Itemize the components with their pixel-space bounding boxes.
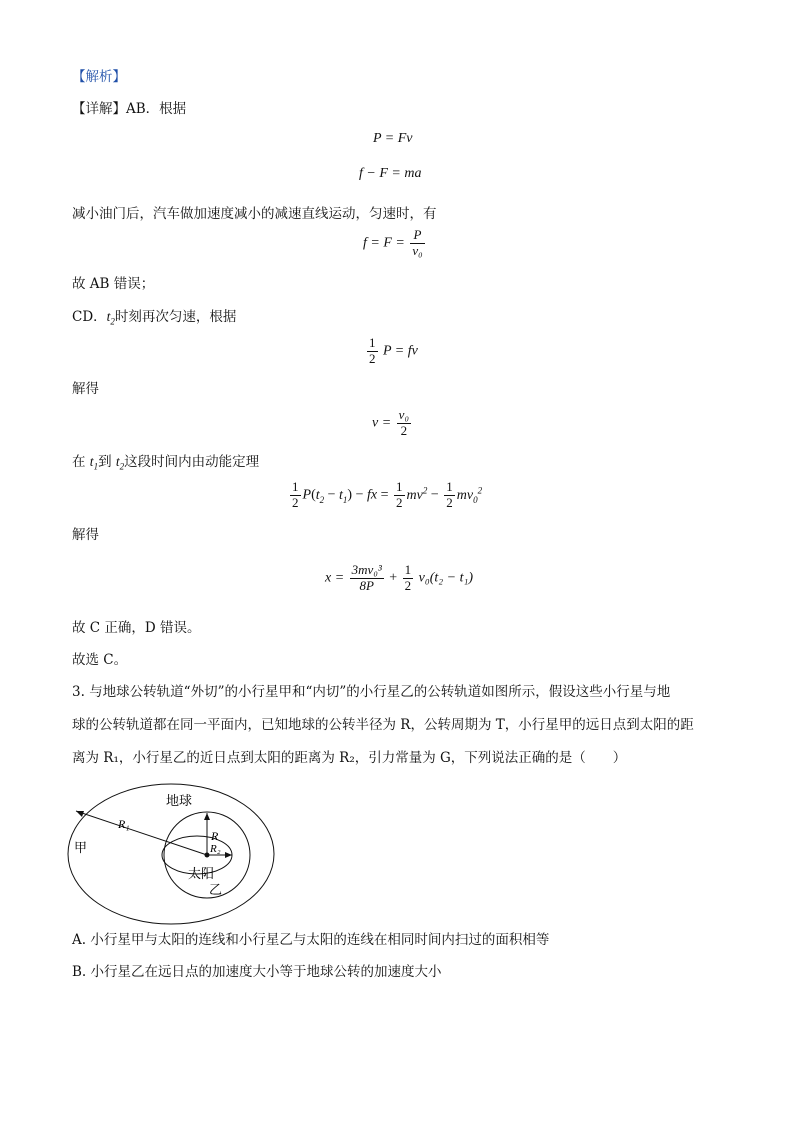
- interval-text-2: 到: [98, 454, 112, 470]
- eq7-denominator: 8P: [359, 577, 374, 593]
- eq5-fraction: [397, 408, 411, 439]
- question-number: 3.: [72, 684, 85, 700]
- orbit-diagram: [66, 778, 286, 926]
- eq6-half-c: $\frac{1}{2}$: [446, 479, 453, 510]
- eq6-half-a: $\frac{1}{2}$: [292, 479, 299, 510]
- conclusion-line: 故 C 正确，D 错误。: [72, 620, 201, 636]
- analysis-heading: 【解析】: [72, 69, 126, 85]
- solve-line-2: 解得: [72, 527, 99, 543]
- eq7-half: $\frac{1}{2}$: [404, 562, 412, 593]
- option-a: A. 小行星甲与太阳的连线和小行星乙与太阳的连线在相同时间内扫过的面积相等: [72, 932, 550, 948]
- ab-wrong-line: 故 AB 错误；: [72, 276, 155, 292]
- eq3-numerator: P: [410, 228, 424, 244]
- interval-line: [72, 454, 259, 472]
- question-text-1: 与地球公转轨道“外切”的小行星甲和“内切”的小行星乙的公转轨道如图所示，假设这些小行星与地: [89, 684, 671, 700]
- eq5-left: v =: [372, 415, 392, 431]
- interval-text-1: 在: [72, 454, 86, 470]
- question-line-3: 离为 R₁，小行星乙的近日点到太阳的距离为 R₂，引力常量为 G，下列说法正确的是（ ）: [72, 750, 627, 766]
- question-line-2: 球的公转轨道都在同一平面内，已知地球的公转半径为 R，公转周期为 T，小行星甲的远日点到太阳的距: [72, 717, 694, 733]
- eq7-tail: v₀(t₂ − t₁): [418, 570, 474, 586]
- label-r: R: [211, 829, 219, 843]
- interval-text-3: 这段时间内由动能定理: [124, 454, 260, 470]
- choice-line: 故选 C。: [72, 652, 128, 668]
- eq4-half-den: 2: [369, 350, 376, 366]
- r2-arrowhead: [225, 852, 232, 858]
- r1-arrowhead: [76, 811, 84, 817]
- eq3-fraction: [410, 228, 424, 259]
- label-jia: 甲: [74, 841, 88, 856]
- t2-symbol-b: $t_2$: [115, 454, 125, 472]
- equation-v-half-v0: [372, 408, 413, 439]
- eq3-denominator: v₀: [412, 242, 423, 258]
- eq3-left: f = F =: [363, 235, 405, 251]
- eq7-fraction: [350, 563, 384, 594]
- option-b: B. 小行星乙在远日点的加速度大小等于地球公转的加速度大小: [72, 964, 442, 980]
- equation-x-result: x = $\frac{\text{3mv₀³}}{8P}$ + $\frac{1}{2}$ v₀(t₂ − t₁): [325, 562, 474, 593]
- cd-line: [72, 309, 236, 327]
- label-earth: 地球: [166, 794, 193, 809]
- cd-prefix: CD．: [72, 309, 107, 325]
- label-sun: 太阳: [188, 867, 215, 882]
- eq5-denominator: 2: [400, 422, 408, 438]
- equation-f-minus-f: f − F = ma: [359, 166, 422, 181]
- t1-symbol: $t_1$: [89, 454, 99, 472]
- reduce-throttle-line: 减小油门后，汽车做加速度减小的减速直线运动，匀速时，有: [72, 206, 437, 222]
- equation-f-eq-p-over-v0: [363, 228, 427, 259]
- question-line-1: [72, 684, 670, 700]
- eq4-rest: P = fv: [383, 343, 418, 359]
- eq5-numerator: v₀: [398, 407, 409, 422]
- radius-r1-line: [76, 811, 207, 855]
- label-r2: R₂: [210, 843, 221, 855]
- solve-line-1: 解得: [72, 381, 99, 397]
- sun-dot: [205, 853, 210, 858]
- equation-kinetic-energy: $\frac{1}{2}$ $P(t_2 - t_1)$ − fx = $\frac{1}{2}$ $mv^2$ − $\frac{1}{2}$ $mv_0^2$: [292, 479, 483, 510]
- eq4-half: [367, 336, 378, 367]
- eq6-half-b: $\frac{1}{2}$: [396, 479, 403, 510]
- label-r1: R₁: [118, 817, 130, 831]
- equation-half-p-fv: [365, 336, 418, 367]
- t2-symbol: $t_2$: [106, 309, 115, 327]
- detail-line: 【详解】AB．根据: [72, 101, 187, 117]
- label-yi: 乙: [209, 883, 223, 898]
- eq7-left: x =: [325, 570, 345, 586]
- r-arrowhead: [204, 813, 210, 820]
- eq4-half-num: 1: [369, 335, 376, 350]
- eq7-numerator: 3mv₀³: [351, 562, 382, 577]
- cd-text: 时刻再次匀速，根据: [114, 309, 237, 325]
- equation-p-fv: P = Fv: [373, 131, 413, 146]
